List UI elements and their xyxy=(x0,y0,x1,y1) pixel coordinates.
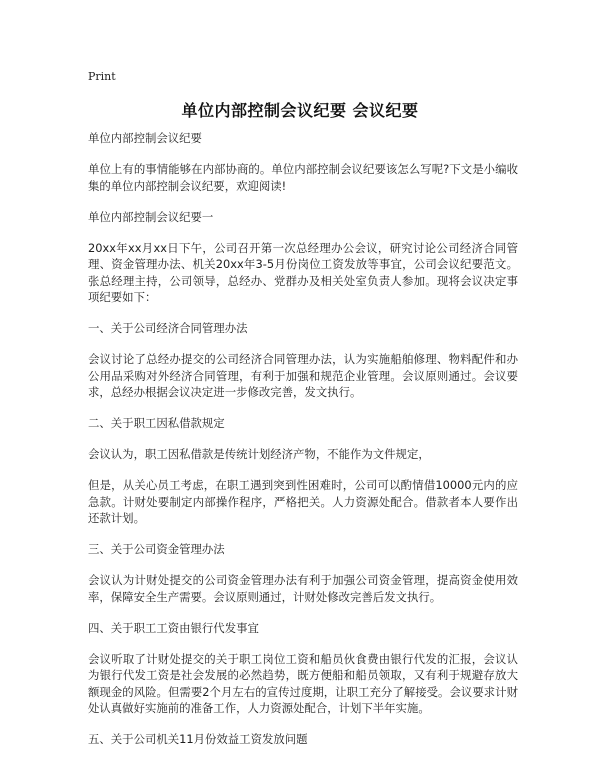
body-paragraph: 会议听取了计财处提交的关于职工岗位工资和船员伙食费由银行代发的汇报，会议认为银行代发工资是社会发展的必然趋势，既方便船和船员领取，又有利于规避存放大额现金的风险。但需要2个月左右的宣传过度期，让职工充分了解接受。会议要求计财处认真做好实施前的准备工作，人力资源处配合，计划下半年实施。 xyxy=(88,651,518,715)
body-paragraph: 会议认为计财处提交的公司资金管理办法有利于加强公司资金管理，提高资金使用效率，保障安全生产需要。会议原则通过，计财处修改完善后发文执行。 xyxy=(88,573,518,604)
section-heading: 四、关于职工工资由银行代发事宜 xyxy=(88,620,259,635)
section-heading: 单位内部控制会议纪要一 xyxy=(88,209,214,224)
body-paragraph: 单位上有的事情能够在内部协商的。单位内部控制会议纪要该怎么写呢?下文是小编收集的单位内部控制会议纪要，欢迎阅读! xyxy=(88,162,518,193)
section-heading: 二、关于职工因私借款规定 xyxy=(88,416,225,430)
body-paragraph: 会议认为，职工因私借款是传统计划经济产物，不能作为文件规定， xyxy=(88,447,430,461)
document-body xyxy=(88,130,518,762)
document-title: 单位内部控制会议纪要 会议纪要 xyxy=(181,101,419,120)
body-paragraph: 会议讨论了总经办提交的公司经济合同管理办法，认为实施船舶修理、物料配件和办公用品采购对外经济合同管理，有利于加强和规范企业管理。会议原则通过。会议要求，总经办根据会议决定进一步修改完善，发文执行。 xyxy=(88,352,518,399)
section-heading: 三、关于公司资金管理办法 xyxy=(88,542,225,556)
section-heading: 五、关于公司机关11月份效益工资发放问题 xyxy=(88,732,308,746)
body-paragraph: 但是，从关心员工考虑，在职工遇到突到性困难时，公司可以酌情借10000元内的应急款。计财处要制定内部操作程序，严格把关。人力资源处配合。借款者本人要作出还款计划。 xyxy=(88,478,518,525)
section-heading: 单位内部控制会议纪要 xyxy=(88,131,202,145)
print-link[interactable]: Print xyxy=(88,70,116,83)
section-heading: 一、关于公司经济合同管理办法 xyxy=(88,321,248,335)
body-paragraph: 20xx年xx月xx日下午，公司召开第一次总经理办公会议，研究讨论公司经济合同管理、资金管理办法、机关20xx年3-5月份岗位工资发放等事宜，公司会议纪要范文。张总经理主持，公司领导，总经办、党群办及相关处室负责人参加。现将会议决定事项纪要如下： xyxy=(88,240,518,304)
